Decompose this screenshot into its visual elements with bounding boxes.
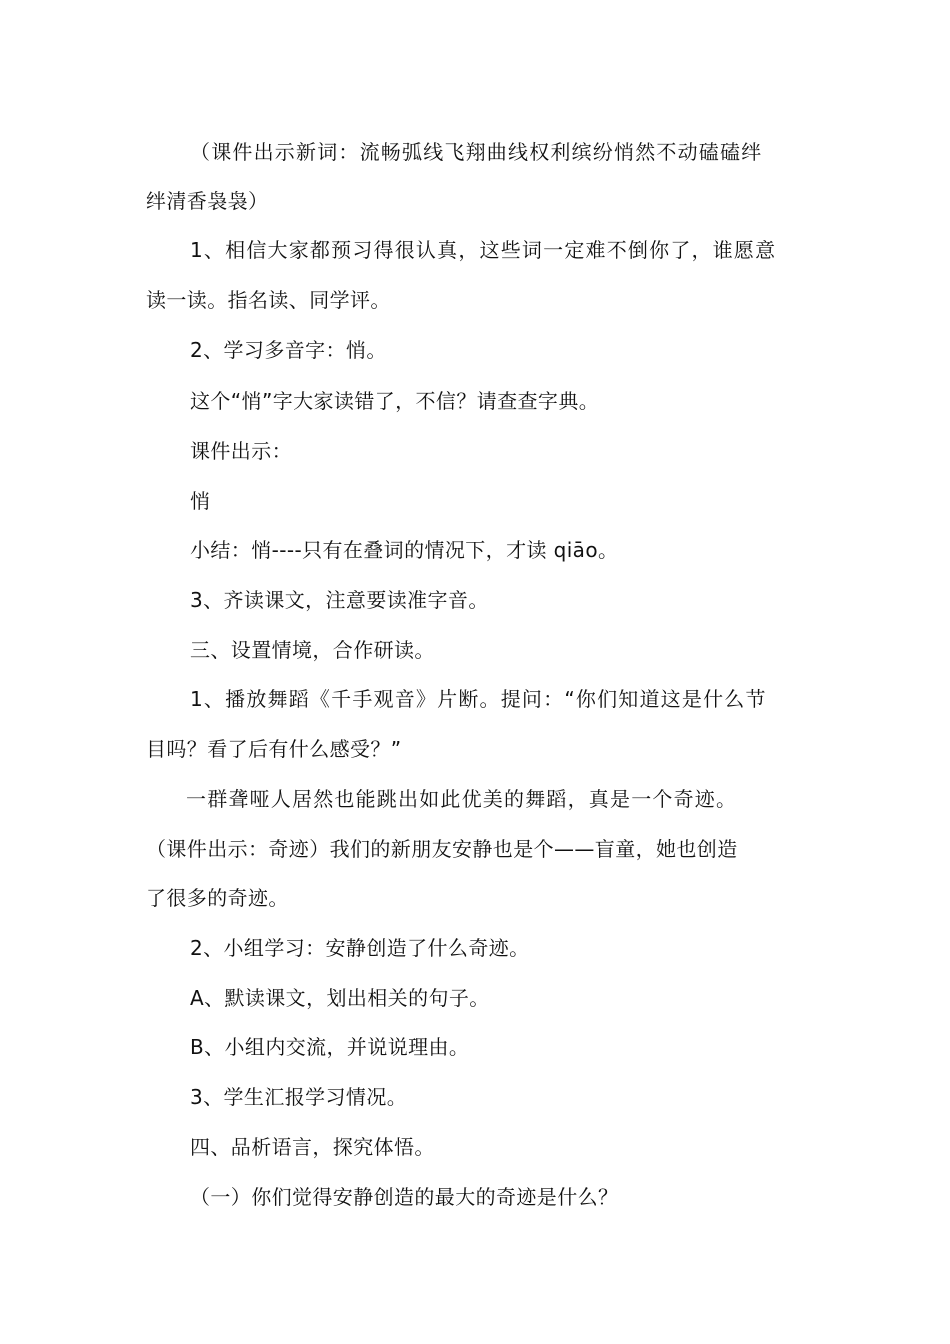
paragraph-line: 悄	[190, 489, 211, 513]
paragraph-line: （课件出示：奇迹）我们的新朋友安静也是个——盲童，她也创造	[146, 837, 738, 861]
paragraph-line: 读一读。指名读、同学评。	[146, 288, 391, 312]
paragraph-line: 2、小组学习：安静创造了什么奇迹。	[190, 936, 530, 960]
paragraph-line: 四、品析语言，探究体悟。	[190, 1135, 435, 1159]
paragraph-line: 了很多的奇迹。	[146, 886, 289, 910]
paragraph-line: 2、学习多音字：悄。	[190, 338, 387, 362]
paragraph-line: 1、相信大家都预习得很认真，这些词一定难不倒你了，谁愿意	[190, 238, 777, 262]
paragraph-line: B、小组内交流，并说说理由。	[190, 1035, 470, 1059]
paragraph-line: 三、设置情境，合作研读。	[190, 638, 435, 662]
paragraph-line: 小结：悄----只有在叠词的情况下，才读 qiāo。	[190, 538, 619, 562]
paragraph-line: 一群聋哑人居然也能跳出如此优美的舞蹈，真是一个奇迹。	[186, 787, 738, 811]
paragraph-line: A、默读课文，划出相关的句子。	[190, 986, 490, 1010]
paragraph-line: 3、齐读课文，注意要读准字音。	[190, 588, 489, 612]
paragraph-line: 目吗？看了后有什么感受？”	[146, 737, 402, 761]
paragraph-line: （课件出示新词：流畅弧线飞翔曲线权利缤纷悄然不动磕磕绊	[190, 140, 763, 164]
paragraph-line: 绊清香袅袅）	[146, 189, 269, 213]
paragraph-line: 这个“悄”字大家读错了，不信？请查查字典。	[190, 389, 600, 413]
paragraph-line: （一）你们觉得安静创造的最大的奇迹是什么？	[190, 1185, 619, 1209]
paragraph-line: 课件出示：	[190, 439, 292, 463]
paragraph-line: 3、学生汇报学习情况。	[190, 1085, 408, 1109]
paragraph-line: 1、播放舞蹈《千手观音》片断。提问：“你们知道这是什么节	[190, 687, 767, 711]
